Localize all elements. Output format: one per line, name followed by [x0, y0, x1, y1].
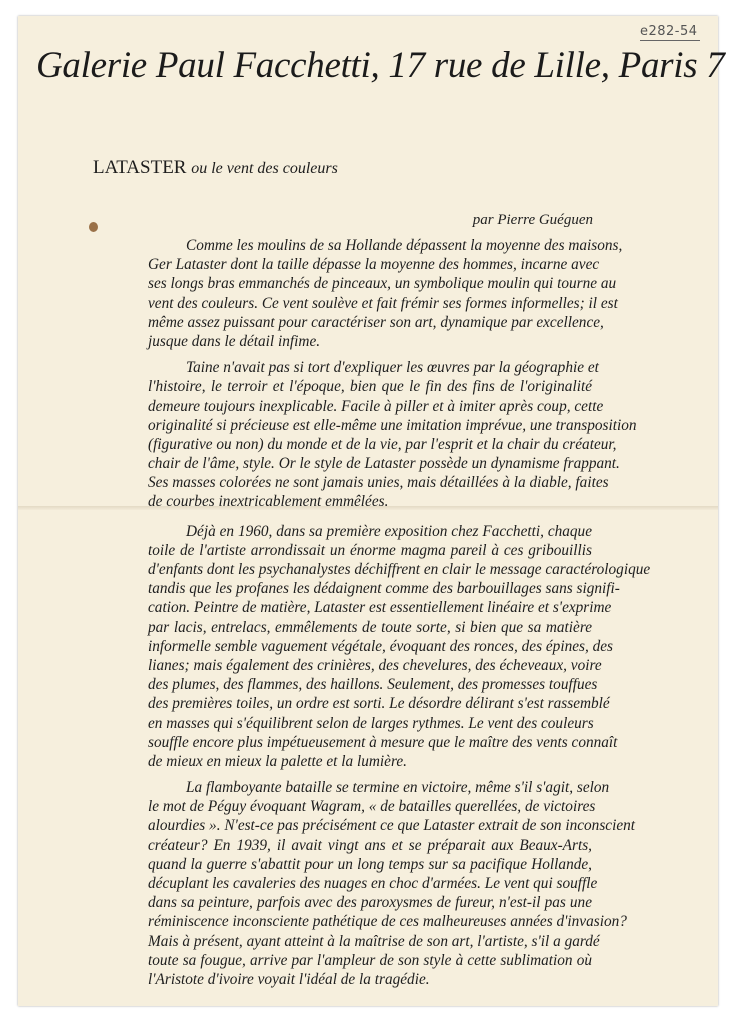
text-line: Ger Lataster dont la taille dépasse la moyenne des hommes, incarne avec [148, 256, 600, 274]
letterhead: Galerie Paul Facchetti, 17 rue de Lille, Paris 7 [36, 45, 725, 86]
article-title [93, 157, 338, 179]
text-line: dans sa peinture, parfois avec des paroxysmes de fureur, n'est-il pas une [148, 894, 592, 912]
text-line: l'histoire, le terroir et l'époque, bien que le fin des fins de l'originalité [148, 378, 592, 396]
text-line: tandis que les profanes les dédaignent comme des barbouillages sans signifi- [148, 580, 620, 598]
text-line: Mais à présent, ayant atteint à la maîtrise de son art, l'artiste, s'il a gardé [148, 932, 600, 950]
text-line: de courbes inextricablement emmêlées. [148, 493, 389, 511]
text-line: par lacis, entrelacs, emmêlements de toute sorte, si bien que sa matière [148, 618, 592, 636]
text-line: lianes; mais également des crinières, des chevelures, des écheveaux, voire [148, 656, 602, 674]
title-subtitle: ou le vent des couleurs [191, 160, 338, 177]
text-line: Ses masses colorées ne sont jamais unies, mais détaillées à la diable, faites [148, 474, 609, 492]
byline: par Pierre Guéguen [472, 212, 593, 228]
text-line: l'Aristote d'ivoire voyait l'idéal de la tragédie. [148, 970, 430, 988]
text-line: Comme les moulins de sa Hollande dépassent la moyenne des maisons, [186, 237, 623, 254]
text-line: des plumes, des flammes, des haillons. Seulement, des promesses touffues [148, 676, 598, 694]
text-line: décuplant les cavaleries des nuages en choc d'armées. Le vent qui souffle [148, 875, 598, 892]
paragraph [148, 522, 651, 771]
text-line: cation. Peintre de matière, Lataster est essentiellement linéaire et s'exprime [148, 599, 612, 617]
text-line: en masses qui s'équilibrent selon de larges rythmes. Le vent des couleurs [148, 714, 594, 732]
text-line: Taine n'avait pas si tort d'expliquer les œuvres par la géographie et [186, 359, 599, 377]
text-line: La flamboyante bataille se termine en victoire, même s'il s'agit, selon [186, 779, 610, 797]
text-line: ses longs bras emmanchés de pinceaux, un symbolique moulin qui tourne au [148, 275, 617, 293]
article-body [148, 236, 651, 996]
text-line: souffle encore plus impétueusement à mesure que le maître des vents connaît [148, 733, 618, 751]
text-line: toile de l'artiste arrondissait un énorme magma pareil à ces gribouillis [148, 541, 592, 559]
text-line: jusque dans le détail infime. [148, 332, 321, 350]
text-line: Déjà en 1960, dans sa première exposition chez Facchetti, chaque [186, 522, 592, 540]
text-line: de mieux en mieux la palette et la lumière. [148, 752, 407, 770]
paragraph [148, 236, 623, 351]
text-line: chair de l'âme, style. Or le style de Lataster possède un dynamisme frappant. [148, 455, 620, 473]
text-line: créateur? En 1939, il avait vingt ans et se préparait aux Beaux-Arts, [148, 836, 592, 854]
text-line: quand la guerre s'abattit pour un long temps sur sa pacifique Hollande, [148, 855, 592, 873]
text-line: d'enfants dont les psychanalystes déchiffrent en clair le message caractérologique [148, 561, 651, 578]
text-line: (figurative ou non) du monde et de la vie, par l'esprit et la chair du créateur, [148, 435, 617, 453]
text-line: toute sa fougue, arrive par l'ampleur de son style à cette sublimation où [148, 951, 592, 969]
archive-mark: e282-54 [640, 24, 698, 39]
text-line: vent des couleurs. Ce vent soulève et fait frémir ses formes informelles; il est [148, 294, 618, 312]
text-line: originalité si précieuse est elle-même une imitation imprévue, une transposition [148, 416, 637, 434]
stain-spot [89, 222, 98, 232]
text-line: le mot de Péguy évoquant Wagram, « de batailles querellées, de victoires [148, 798, 596, 816]
archive-mark-underline [640, 40, 700, 41]
text-line: des premières toiles, un ordre est sorti. Le désordre délirant s'est rassemblé [148, 695, 610, 713]
paragraph [148, 778, 636, 989]
title-main: LATASTER [93, 157, 187, 178]
text-line: même assez puissant pour caractériser son art, dynamique par excellence, [148, 313, 604, 331]
paragraph [148, 358, 637, 512]
text-line: réminiscence inconsciente pathétique de ces malheureuses années d'invasion? [148, 913, 627, 931]
text-line: demeure toujours inexplicable. Facile à piller et à imiter après coup, cette [148, 397, 604, 415]
text-line: alourdies ». N'est-ce pas précisément ce que Lataster extrait de son inconscient [148, 817, 636, 835]
text-line: informelle semble vaguement végétale, évoquant des ronces, des épines, des [148, 637, 613, 655]
